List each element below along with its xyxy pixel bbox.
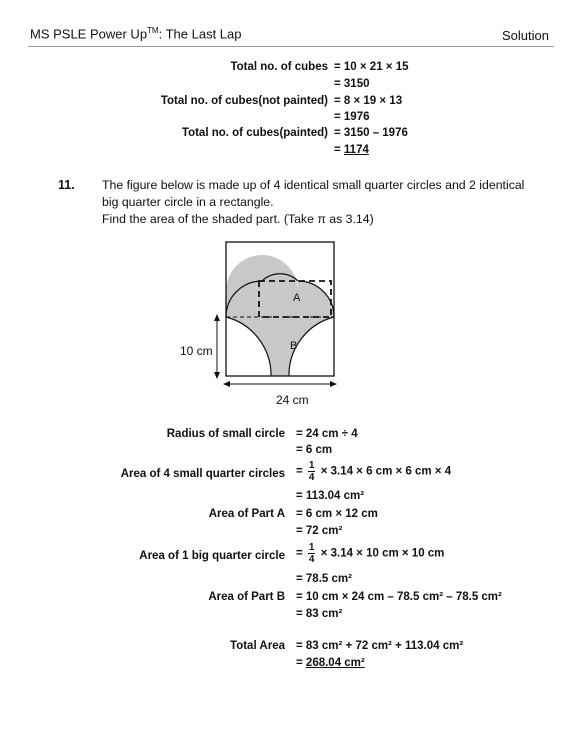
area-small-equals: = bbox=[296, 465, 303, 478]
question-line-3: Find the area of the shaded part. (Take π as 3.14) bbox=[102, 212, 374, 226]
page-header-section: Solution bbox=[502, 28, 549, 43]
cubes-painted-answer-value: 1174 bbox=[343, 144, 369, 156]
cubes-total-value: = 10 × 21 × 15 bbox=[334, 61, 409, 73]
fraction-one-quarter-2 bbox=[308, 542, 316, 565]
header-divider bbox=[28, 46, 554, 47]
area-big-expression-rest: × 3.14 × 10 cm × 10 cm bbox=[320, 547, 445, 560]
total-area-answer bbox=[296, 657, 365, 669]
question-line-1: The figure below is made up of 4 identical small quarter circles and 2 identical bbox=[102, 178, 525, 192]
header-title-prefix: MS PSLE Power Up bbox=[30, 26, 148, 42]
area-part-b-value-2: = 83 cm² bbox=[296, 608, 343, 620]
area-part-a-value-1: = 6 cm × 12 cm bbox=[296, 508, 378, 520]
height-arrow-top bbox=[214, 314, 220, 321]
header-title-superscript: TM bbox=[147, 26, 159, 35]
width-arrow-left bbox=[223, 381, 230, 387]
area-big-equals: = bbox=[296, 547, 303, 560]
cubes-total-result: = 3150 bbox=[334, 78, 370, 90]
area-small-quarters-result: = 113.04 cm² bbox=[296, 490, 365, 502]
area-small-expression-rest: × 3.14 × 6 cm × 6 cm × 4 bbox=[320, 465, 452, 478]
fraction-numerator-2: 1 bbox=[308, 542, 315, 553]
area-big-quarter-label: Area of 1 big quarter circle bbox=[139, 550, 285, 562]
fraction-denominator-2: 4 bbox=[308, 554, 315, 565]
label-width-24cm: 24 cm bbox=[276, 393, 309, 407]
radius-value-1: = 24 cm ÷ 4 bbox=[296, 428, 358, 440]
area-big-quarter-result: = 78.5 cm² bbox=[296, 573, 352, 585]
label-height-10cm: 10 cm bbox=[180, 344, 213, 358]
cubes-painted-label: Total no. of cubes(painted) bbox=[181, 127, 328, 139]
cubes-painted-answer bbox=[334, 144, 369, 156]
height-arrow-bottom bbox=[214, 372, 220, 379]
header-title-suffix: : The Last Lap bbox=[158, 26, 242, 42]
cubes-not-painted-result: = 1976 bbox=[334, 111, 370, 123]
cubes-not-painted-label: Total no. of cubes(not painted) bbox=[160, 95, 328, 107]
cubes-painted-answer-prefix: = bbox=[334, 144, 344, 156]
width-arrow-right bbox=[330, 381, 337, 387]
cubes-painted-value: = 3150 – 1976 bbox=[334, 127, 408, 139]
total-area-answer-value: 268.04 cm² bbox=[305, 657, 365, 669]
question-number: 11. bbox=[58, 178, 75, 192]
area-small-quarters-expression bbox=[296, 460, 451, 483]
total-area-answer-prefix: = bbox=[296, 657, 306, 669]
page-header-title bbox=[30, 26, 241, 41]
area-part-a-label: Area of Part A bbox=[208, 508, 285, 520]
radius-label: Radius of small circle bbox=[166, 428, 285, 440]
cubes-not-painted-value: = 8 × 19 × 13 bbox=[334, 95, 403, 107]
shaded-region-b bbox=[226, 317, 334, 376]
question-line-2: big quarter circle in a rectangle. bbox=[102, 195, 274, 209]
area-big-quarter-expression bbox=[296, 542, 444, 565]
total-area-label: Total Area bbox=[230, 640, 285, 652]
label-part-b: B bbox=[290, 340, 298, 352]
quarter-circles-figure bbox=[160, 238, 400, 413]
area-small-quarters-label: Area of 4 small quarter circles bbox=[120, 468, 285, 480]
total-area-value: = 83 cm² + 72 cm² + 113.04 cm² bbox=[296, 640, 464, 652]
fraction-one-quarter bbox=[308, 460, 316, 483]
fraction-denominator: 4 bbox=[308, 472, 315, 483]
area-part-b-label: Area of Part B bbox=[208, 591, 285, 603]
area-part-b-value-1: = 10 cm × 24 cm – 78.5 cm² – 78.5 cm² bbox=[296, 591, 502, 603]
radius-value-2: = 6 cm bbox=[296, 444, 333, 456]
fraction-numerator: 1 bbox=[308, 460, 315, 471]
cubes-total-label: Total no. of cubes bbox=[230, 61, 328, 73]
label-part-a: A bbox=[293, 292, 301, 304]
area-part-a-value-2: = 72 cm² bbox=[296, 525, 343, 537]
